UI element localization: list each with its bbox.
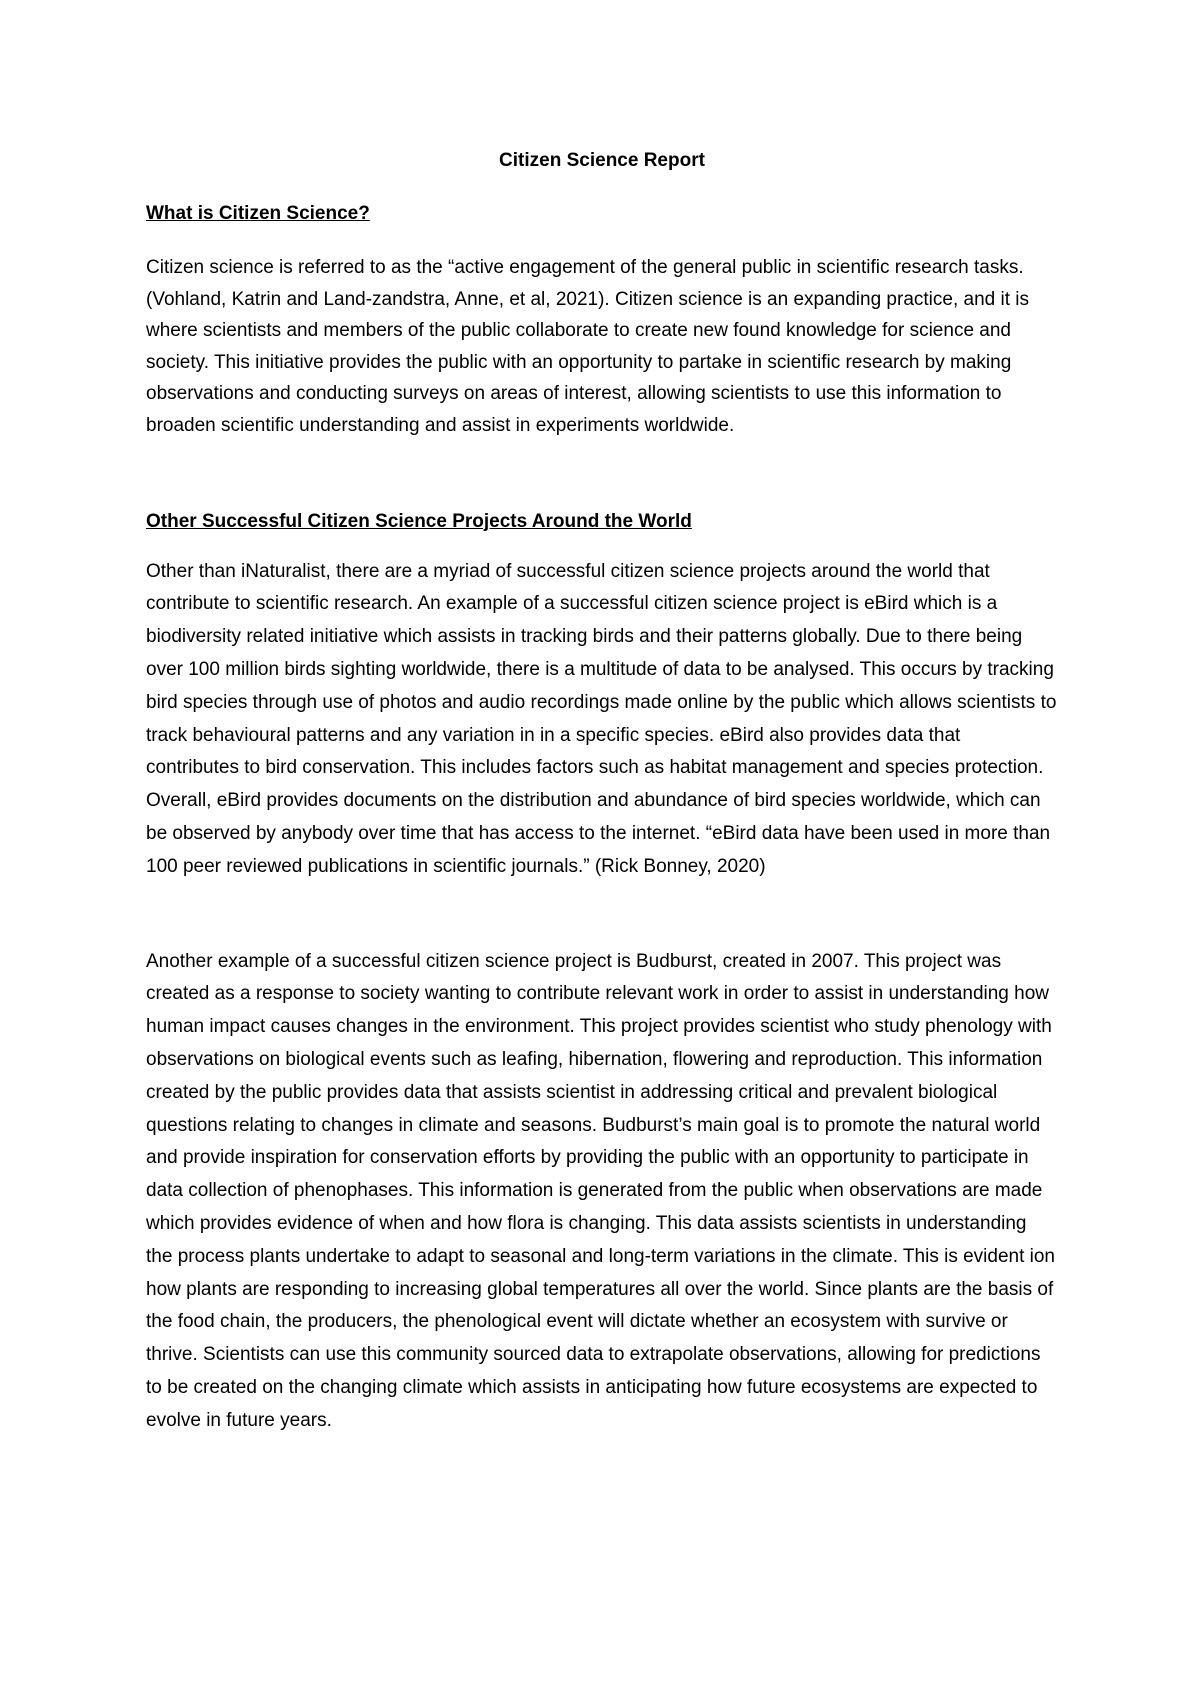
paragraph-budburst: Another example of a successful citizen science project is Budburst, created in 2007. This project was created as a response to society wanting to contribute relevant work in order to assist in understanding how human impact causes changes in the environment. This project provides scientist who study phenology with observations on biological events such as leafing, hibernation, flowering and reproduction. This information created by the public provides data that assists scientist in addressing critical and prevalent biological questions relating to changes in climate and seasons. Budburst’s main goal is to promote the natural world and provide inspiration for conservation efforts by providing the public with an opportunity to participate in data collection of phenophases. This information is generated from the public when observations are made which provides evidence of when and how flora is changing. This data assists scientists in understanding the process plants undertake to adapt to seasonal and long-term variations in the climate. This is evident ion how plants are responding to increasing global temperatures all over the world. Since plants are the basis of the food chain, the producers, the phenological event will dictate whether an ecosystem with survive or thrive. Scientists can use this community sourced data to extrapolate observations, allowing for predictions to be created on the changing climate which assists in anticipating how future ecosystems are expected to evolve in future years. [146, 950, 1056, 1431]
paragraph-ebird: Other than iNaturalist, there are a myriad of successful citizen science projects around the world that contribute to scientific research. An example of a successful citizen science project is eBird which is a biodiversity related initiative which assists in tracking birds and their patterns globally. Due to there being over 100 million birds sighting worldwide, there is a multitude of data to be analysed. This occurs by tracking bird species through use of photos and audio recordings made online by the public which allows scientists to track behavioural patterns and any variation in in a specific species. eBird also provides data that contributes to bird conservation. This includes factors such as habitat management and species protection. Overall, eBird provides documents on the distribution and abundance of bird species worldwide, which can be observed by anybody over time that has access to the internet. “eBird data have been used in more than 100 peer reviewed publications in scientific journals.” (Rick Bonney, 2020) [146, 560, 1057, 877]
paragraph-citizen-science-definition: Citizen science is referred to as the “active engagement of the general public in scientific research tasks. (Vohland, Katrin and Land-zandstra, Anne, et al, 2021). Citizen science is an expanding practice, and it is where scientists and members of the public collaborate to create new found knowledge for science and society. This initiative provides the public with an opportunity to partake in scientific research by making observations and conducting surveys on areas of interest, allowing scientists to use this information to broaden scientific understanding and assist in experiments worldwide. [146, 257, 1029, 436]
document-body [146, 146, 1058, 1437]
section-heading-other-projects: Other Successful Citizen Science Projects Around the World [146, 510, 692, 532]
section-heading-what-is-citizen-science: What is Citizen Science? [146, 203, 370, 224]
document-title: Citizen Science Report [499, 150, 705, 171]
